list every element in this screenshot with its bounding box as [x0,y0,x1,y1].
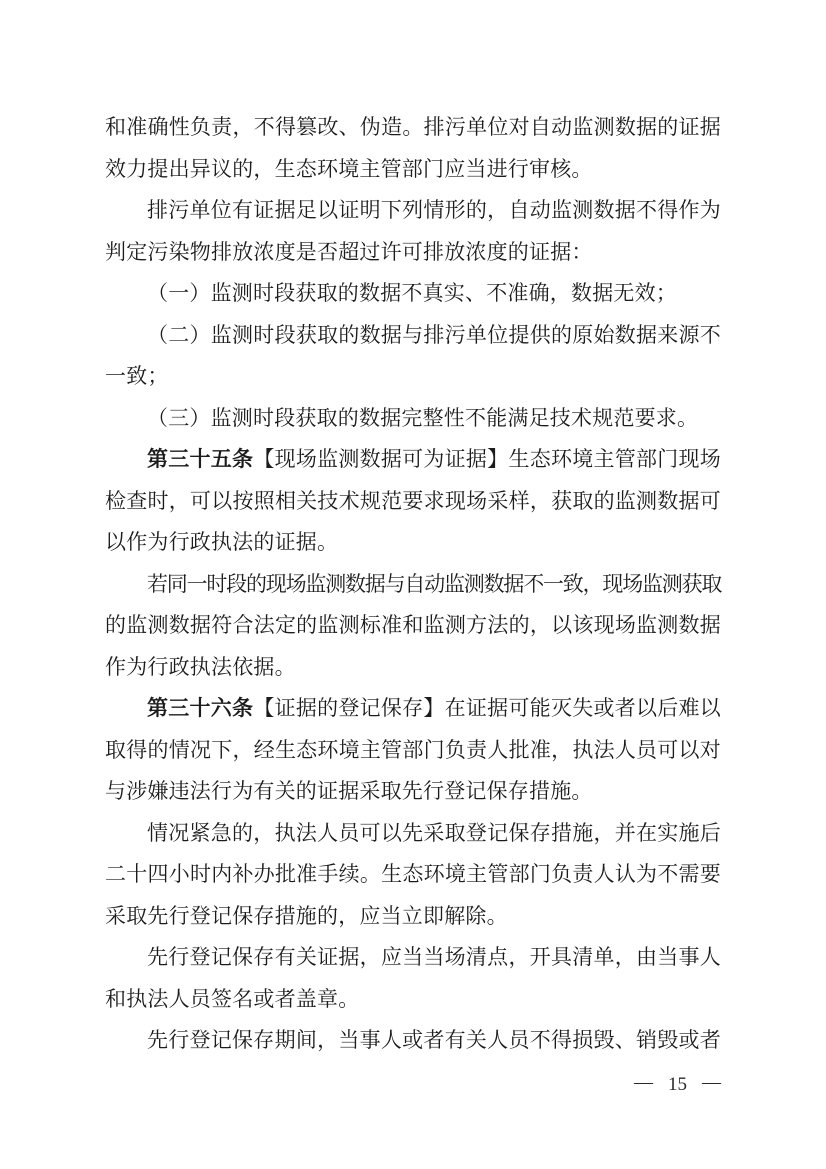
text-line: 先行登记保存有关证据，应当当场清点，开具清单，由当事人 [147,945,721,969]
page-footer [634,1074,721,1096]
text-line: 排污单位有证据足以证明下列情形的，自动监测数据不得作为 [147,198,721,222]
document-lines [105,107,721,1062]
footer-dash-left: — [634,1072,653,1093]
text-line: 与涉嫌违法行为有关的证据采取先行登记保存措施。 [105,779,593,803]
text-line: 作为行政执法依据。 [105,654,296,679]
text-line: 先行登记保存期间，当事人或者有关人员不得损毁、销毁或者 [147,1028,721,1052]
text-line: 一致； [105,364,169,388]
text-line: 和执法人员签名或者盖章。 [105,986,360,1011]
article-number: 第三十六条 [147,696,254,720]
text-line: 情况紧急的，执法人员可以先采取登记保存措施，并在实施后 [147,820,721,845]
text-line: （二）监测时段获取的数据与排污单位提供的原始数据来源不 [147,322,721,347]
text-line: 若同一时段的现场监测数据与自动监测数据不一致，现场监测获取 [147,571,721,596]
text-line: （三）监测时段获取的数据完整性不能满足技术规范要求。 [147,405,699,430]
text-line: 判定污染物排放浓度是否超过许可排放浓度的证据： [105,239,593,264]
text-line: 的监测数据符合法定的监测标准和监测方法的，以该现场监测数据 [105,613,721,637]
text-line: 以作为行政执法的证据。 [105,530,339,554]
text-line: 检查时，可以按照相关技术规范要求现场采样，获取的监测数据可 [105,488,721,513]
text-line: 取得的情况下，经生态环境主管部门负责人批准，执法人员可以对 [105,737,721,762]
text-line: 效力提出异议的，生态环境主管部门应当进行审核。 [105,156,593,181]
text-line: 第三十六条【证据的登记保存】在证据可能灭失或者以后难以 [147,696,721,720]
page-number: 15 [668,1074,687,1095]
text-line: 第三十五条【现场监测数据可为证据】生态环境主管部门现场 [147,447,721,471]
article-number: 第三十五条 [147,447,254,471]
text-line: 和准确性负责，不得篡改、伪造。排污单位对自动监测数据的证据 [105,115,721,139]
footer-dash-right: — [702,1072,721,1093]
text-line: 二十四小时内补办批准手续。生态环境主管部门负责人认为不需要 [105,862,721,886]
text-line: 采取先行登记保存措施的，应当立即解除。 [105,903,508,928]
text-line: （一）监测时段获取的数据不真实、不准确，数据无效； [147,281,677,305]
